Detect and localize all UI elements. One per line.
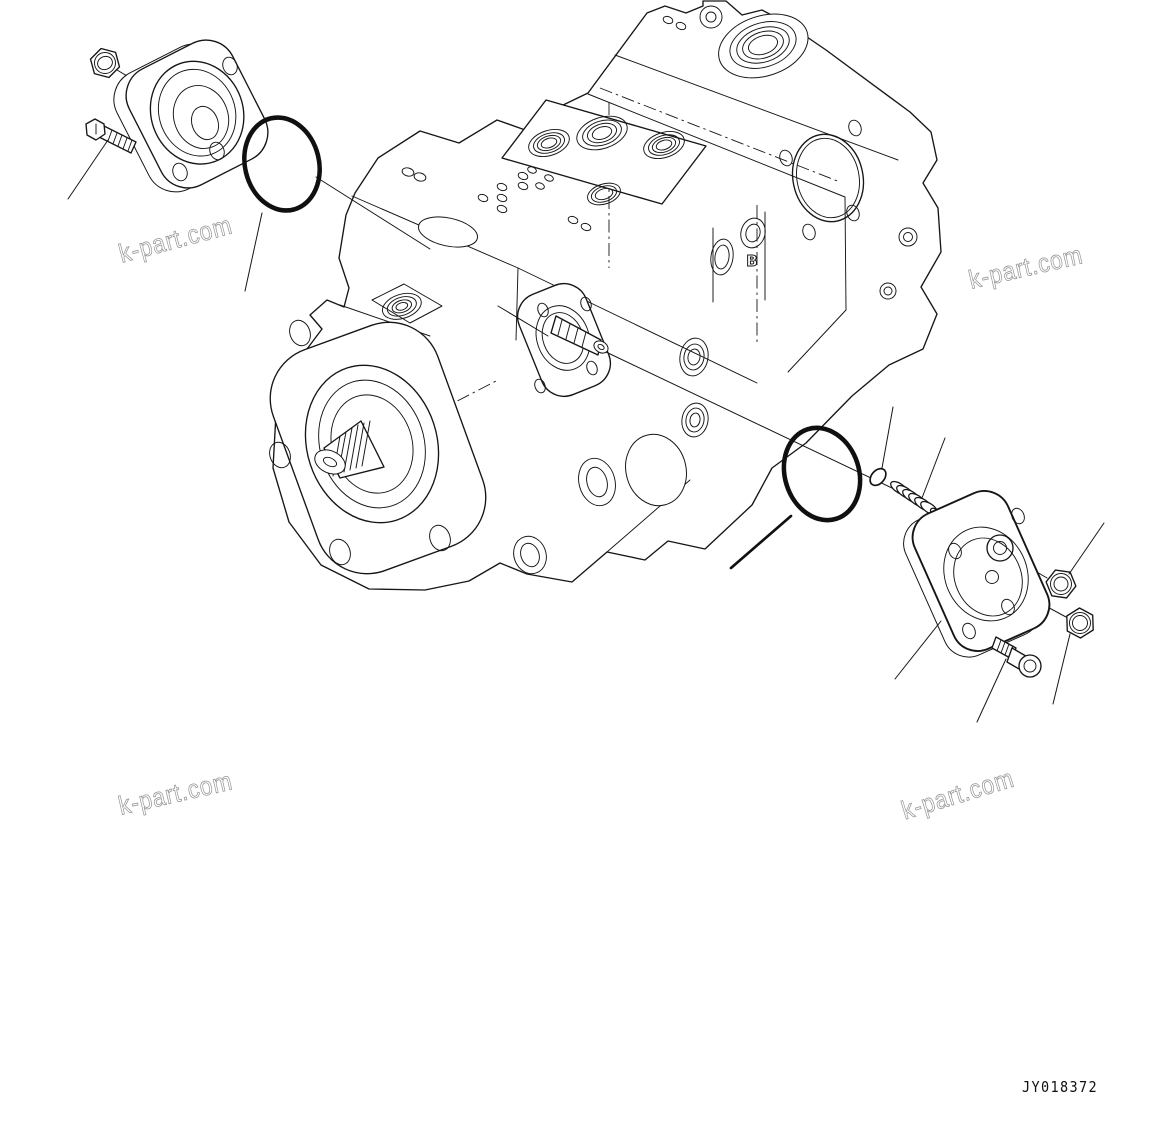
hex-nut-lower — [1053, 608, 1093, 704]
rear-cover — [895, 483, 1058, 679]
pin — [867, 407, 893, 488]
hex-nut — [91, 49, 120, 78]
o-ring-front — [235, 109, 330, 291]
rear-cover-group — [731, 407, 1104, 722]
spring — [889, 438, 945, 517]
pump-housing — [256, 1, 941, 590]
watermark-bottom-left: k-part.com — [115, 761, 252, 821]
watermark-top-right: k-part.com — [965, 235, 1103, 295]
figure-code: JY018372 — [1022, 1078, 1098, 1096]
watermark-top-left: k-part.com — [115, 205, 252, 269]
front-cover-cap — [104, 30, 279, 202]
watermark-bottom-right: k-part.com — [897, 757, 1034, 826]
hex-nut-upper — [1046, 523, 1104, 598]
front-cover-group — [68, 30, 329, 291]
section-marker-label: B — [746, 252, 758, 270]
